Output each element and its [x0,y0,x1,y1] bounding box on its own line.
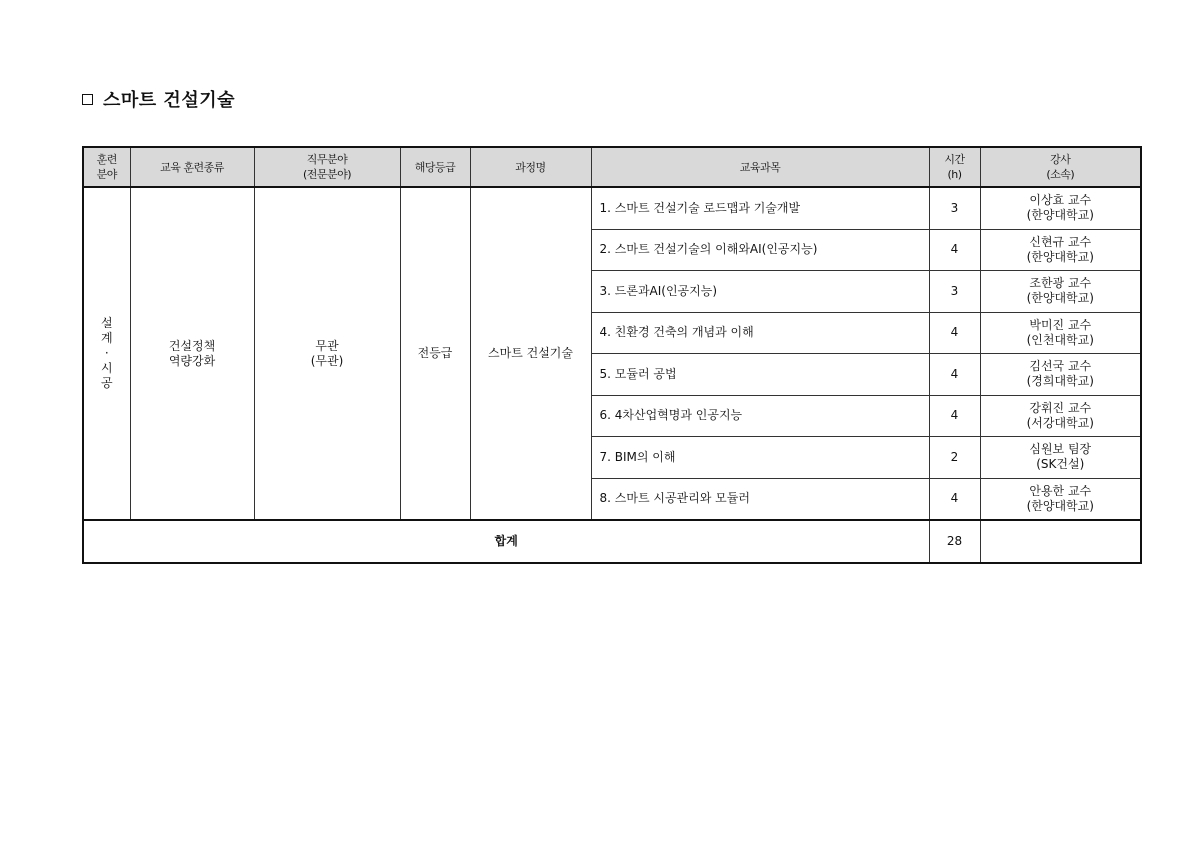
course-cell: 스마트 건설기술 [470,187,591,520]
header-subject: 교육과목 [591,147,929,187]
instructor-affiliation: (한양대학교) [1026,291,1094,306]
header-instructor-line1: 강사 [1050,153,1071,166]
type-cell [130,187,254,520]
header-grade: 해당등급 [400,147,470,187]
header-instructor-line2: (소속) [1046,168,1075,181]
field-char: · [104,346,109,360]
header-hours-line1: 시간 [944,153,965,166]
subject-cell: 3. 드론과AI(인공지능) [591,271,929,313]
subject-cell: 5. 모듈러 공법 [591,354,929,396]
subject-cell: 4. 친환경 건축의 개념과 이해 [591,312,929,354]
job-line1: 무관 [315,338,339,353]
instructor-affiliation: (SK건설) [1036,457,1085,472]
subject-cell: 8. 스마트 시공관리와 모듈러 [591,478,929,520]
subject-cell: 2. 스마트 건설기술의 이해와AI(인공지능) [591,229,929,271]
job-cell [254,187,400,520]
instructor-name: 신현규 교수 [1029,234,1092,249]
header-field-line1: 훈련 [96,153,117,166]
header-instructor [980,147,1141,187]
job-line2: (무관) [310,353,344,368]
total-row [83,520,1141,563]
grade-cell: 전등급 [400,187,470,520]
instructor-affiliation: (한양대학교) [1026,208,1094,223]
header-type: 교육 훈련종류 [130,147,254,187]
field-char: 시 [100,361,113,375]
instructor-affiliation: (서강대학교) [1026,415,1094,430]
instructor-name: 심원보 팀장 [1029,442,1092,457]
instructor-cell [980,187,1141,229]
header-field [83,147,130,187]
instructor-cell [980,437,1141,479]
hours-cell: 4 [929,354,980,396]
subject-cell: 1. 스마트 건설기술 로드맵과 기술개발 [591,187,929,229]
hours-cell: 4 [929,395,980,437]
instructor-name: 박미진 교수 [1029,317,1092,332]
type-line1: 건설정책 [168,338,216,353]
hours-cell: 4 [929,312,980,354]
hours-cell: 2 [929,437,980,479]
instructor-name: 이상효 교수 [1029,193,1092,208]
subject-cell: 7. BIM의 이해 [591,437,929,479]
header-job [254,147,400,187]
instructor-cell [980,395,1141,437]
instructor-name: 조한광 교수 [1029,276,1092,291]
header-course: 과정명 [470,147,591,187]
header-hours-line2: (h) [947,168,962,181]
table-row [83,187,1141,229]
instructor-name: 안용한 교수 [1029,483,1092,498]
hours-cell: 4 [929,478,980,520]
instructor-cell [980,478,1141,520]
instructor-cell [980,229,1141,271]
section-heading [82,86,235,112]
header-row [83,147,1141,187]
instructor-name: 김선국 교수 [1029,359,1092,374]
header-field-line2: 분야 [96,168,117,181]
total-label: 합계 [83,520,929,563]
total-hours: 28 [929,520,980,563]
hours-cell: 3 [929,187,980,229]
square-bullet-icon [82,94,93,105]
field-cell [83,187,130,520]
subject-cell: 6. 4차산업혁명과 인공지능 [591,395,929,437]
header-hours [929,147,980,187]
hours-cell: 3 [929,271,980,313]
field-char: 계 [100,331,113,345]
instructor-affiliation: (한양대학교) [1026,249,1094,264]
type-line2: 역량강화 [168,353,216,368]
instructor-cell [980,312,1141,354]
header-job-line1: 직무분야 [306,153,348,166]
field-char: 설 [100,316,113,330]
total-instructor-empty [980,520,1141,563]
hours-cell: 4 [929,229,980,271]
section-title: 스마트 건설기술 [103,90,235,111]
instructor-cell [980,271,1141,313]
field-char: 공 [100,376,113,390]
instructor-name: 강휘진 교수 [1029,400,1092,415]
instructor-affiliation: (경희대학교) [1026,374,1094,389]
curriculum-table [82,146,1142,564]
instructor-cell [980,354,1141,396]
header-job-line2: (전문분야) [302,168,352,181]
instructor-affiliation: (인천대학교) [1026,332,1094,347]
instructor-affiliation: (한양대학교) [1026,498,1094,513]
